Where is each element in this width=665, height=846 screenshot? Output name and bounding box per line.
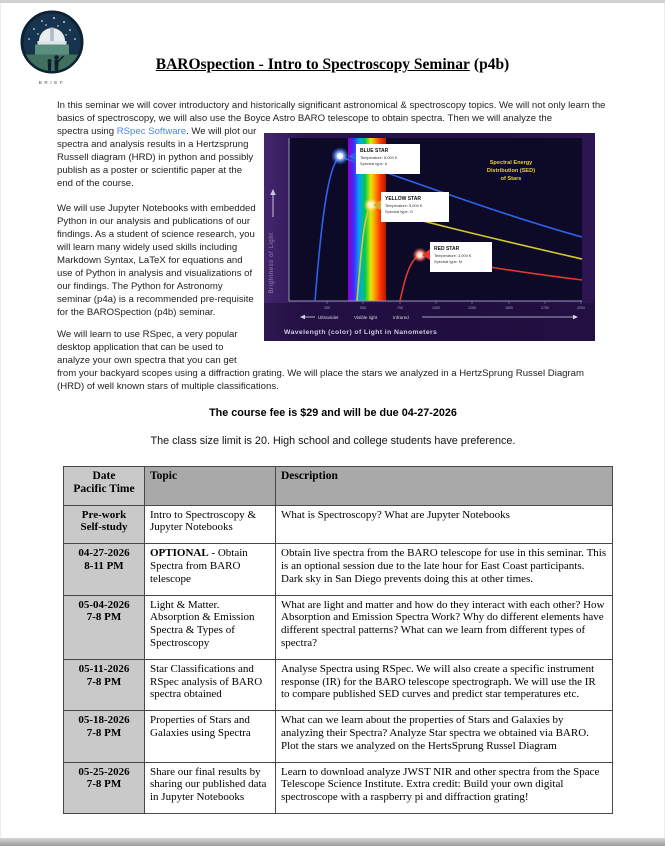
row-topic: Share our final results by sharing our published data in Jupyter Notebooks xyxy=(145,762,276,813)
red-star-temp: Temperature: 3,000 K xyxy=(434,253,472,258)
intro-paragraph-3: We will use Jupyter Notebooks with embedded Python in our analysis and publications of our findings. As a student of science research, you will learn many widely used skills including Markdown Syntax, LaTeX for equations and use of Python in analysis and visualizations of our findings. The Python for Astronomy seminar (p4a) is a recommended pre-requisite for the BAROSpection (p4b) seminar. xyxy=(57,203,256,318)
row-date: 05-18-2026 7-8 PM xyxy=(64,711,145,762)
course-fee-notice: The course fee is $29 and will be due 04-27-2026 xyxy=(209,407,457,419)
table-row xyxy=(64,544,613,595)
row-date: Pre-work Self-study xyxy=(64,505,145,544)
yellow-star-type: Spectral type: G xyxy=(385,209,413,214)
row-topic: Properties of Stars and Galaxies using Spectra xyxy=(145,711,276,762)
observatory-logo-icon xyxy=(20,10,84,88)
table-row xyxy=(64,505,613,544)
blue-star-label: BLUE STAR xyxy=(360,148,389,154)
page-title-main: BAROspection - Intro to Spectroscopy Seminar xyxy=(155,56,470,73)
red-star-label: RED STAR xyxy=(434,246,460,252)
table-row xyxy=(64,711,613,762)
row-date: 04-27-2026 8-11 PM xyxy=(64,544,145,595)
schedule-table xyxy=(63,466,613,814)
blue-star-temp: Temperature: 8,000 K xyxy=(360,155,398,160)
ir-region-label: Infrared xyxy=(393,315,409,320)
svg-text:500: 500 xyxy=(360,306,366,310)
svg-text:of Stars: of Stars xyxy=(500,176,522,182)
page-edge-top xyxy=(0,0,665,3)
row-description: What is Spectroscopy? What are Jupyter Notebooks xyxy=(276,505,613,544)
svg-text:Spectral Energy: Spectral Energy xyxy=(489,160,533,166)
schedule-header-row xyxy=(64,467,613,506)
body-content xyxy=(57,99,609,448)
page-title-suffix: (p4b) xyxy=(473,56,510,73)
svg-text:2000: 2000 xyxy=(577,306,585,310)
row-date: 05-04-2026 7-8 PM xyxy=(64,595,145,659)
yellow-star-temp: Temperature: 5,000 K xyxy=(385,203,423,208)
svg-text:Distribution (SED): Distribution (SED) xyxy=(486,168,536,174)
svg-text:1250: 1250 xyxy=(468,306,476,310)
svg-text:750: 750 xyxy=(397,306,403,310)
header-date: Date Pacific Time xyxy=(64,467,145,506)
svg-text:1750: 1750 xyxy=(541,306,549,310)
blue-star-type: Spectral type: A xyxy=(360,161,388,166)
row-topic: Star Classifications and RSpec analysis of BARO spectra obtained xyxy=(145,659,276,710)
header-topic: Topic xyxy=(145,467,276,506)
table-row xyxy=(64,659,613,710)
row-topic: OPTIONAL - Obtain Spectra from BARO telescope xyxy=(145,544,276,595)
row-description: Obtain live spectra from the BARO telescope for use in this seminar. This is an optional session due to the late hour for East Coast participants. Dark sky in San Diego prevents doing this at other times. xyxy=(276,544,613,595)
table-row xyxy=(64,762,613,813)
x-axis-label: Wavelength (color) of Light in Nanometers xyxy=(284,329,438,336)
sed-chart-icon xyxy=(264,133,595,341)
sed-chart-figure xyxy=(264,133,595,341)
row-topic: Intro to Spectroscopy & Jupyter Notebooks xyxy=(145,505,276,544)
page-edge-bottom xyxy=(0,838,665,846)
svg-text:1000: 1000 xyxy=(432,306,440,310)
yellow-star-label: YELLOW STAR xyxy=(385,196,422,202)
row-description: Analyse Spectra using RSpec. We will also create a specific instrument response (IR) for the BARO telescope spectrograph. We will use the IR to compare published SED curves and predict star temperatures etc. xyxy=(276,659,613,710)
row-date: 05-25-2026 7-8 PM xyxy=(64,762,145,813)
brief-logo xyxy=(20,10,84,88)
intro-paragraph-4: We will learn to use RSpec, a very popular desktop application that can be used to analyze your own spectra that you can get from your backyard scopes using a diffraction grating. We will place the stars we analyzed in a HertzSprung Russel Diagram (HRD) of well known stars of multiple classifications. xyxy=(57,329,585,392)
class-size-notice: The class size limit is 20. High school and college students have preference. xyxy=(150,435,516,447)
visible-region-label: Visible light xyxy=(354,315,378,320)
page-title xyxy=(0,56,665,74)
intro-paragraph-2-before: spectra using xyxy=(57,126,117,137)
intro-paragraph-1: In this seminar we will cover introductory and historically significant astronomical & spectroscopy topics. We will not only learn the basics of spectroscopy, we will also use the Boyce Astro BARO telescope to obtain spectra. Then we will analyze the xyxy=(57,100,606,124)
uv-region-label: Ultraviolet xyxy=(318,315,339,320)
row-description: Learn to download analyze JWST NIR and other spectra from the Space Telescope Science Institute. Extra credit: Build your own digital spectroscope with a raspberry pi and diffraction grating! xyxy=(276,762,613,813)
intro-paragraph-2-after: . We will plot our spectra and analysis results in a Hertzsprung Russell diagram (HRD) in python and possibly publish as a poster or scientific paper at the end of the course. xyxy=(57,126,257,189)
table-row xyxy=(64,595,613,659)
y-axis-label: Brightness of Light xyxy=(269,232,275,294)
rspec-software-link[interactable]: RSpec Software xyxy=(116,126,187,137)
row-description: What can we learn about the properties of Stars and Galaxies by analyzing their Spectra? Analyze Star spectra we obtained via BARO. Plot the stars we analyzed on the HertsSprung Russel Diagram xyxy=(276,711,613,762)
header-description: Description xyxy=(276,467,613,506)
svg-text:250: 250 xyxy=(324,306,330,310)
logo-wordmark: BRIEF xyxy=(38,80,66,85)
row-topic: Light & Matter. Absorption & Emission Spectra & Types of Spectroscopy xyxy=(145,595,276,659)
red-star-type: Spectral type: M xyxy=(434,259,463,264)
row-date: 05-11-2026 7-8 PM xyxy=(64,659,145,710)
row-description: What are light and matter and how do they interact with each other? How Absorption and Emission Spectra Work? Why do different elements have different spectral patterns? What can we learn from different types of spectra? xyxy=(276,595,613,659)
svg-text:1500: 1500 xyxy=(505,306,513,310)
